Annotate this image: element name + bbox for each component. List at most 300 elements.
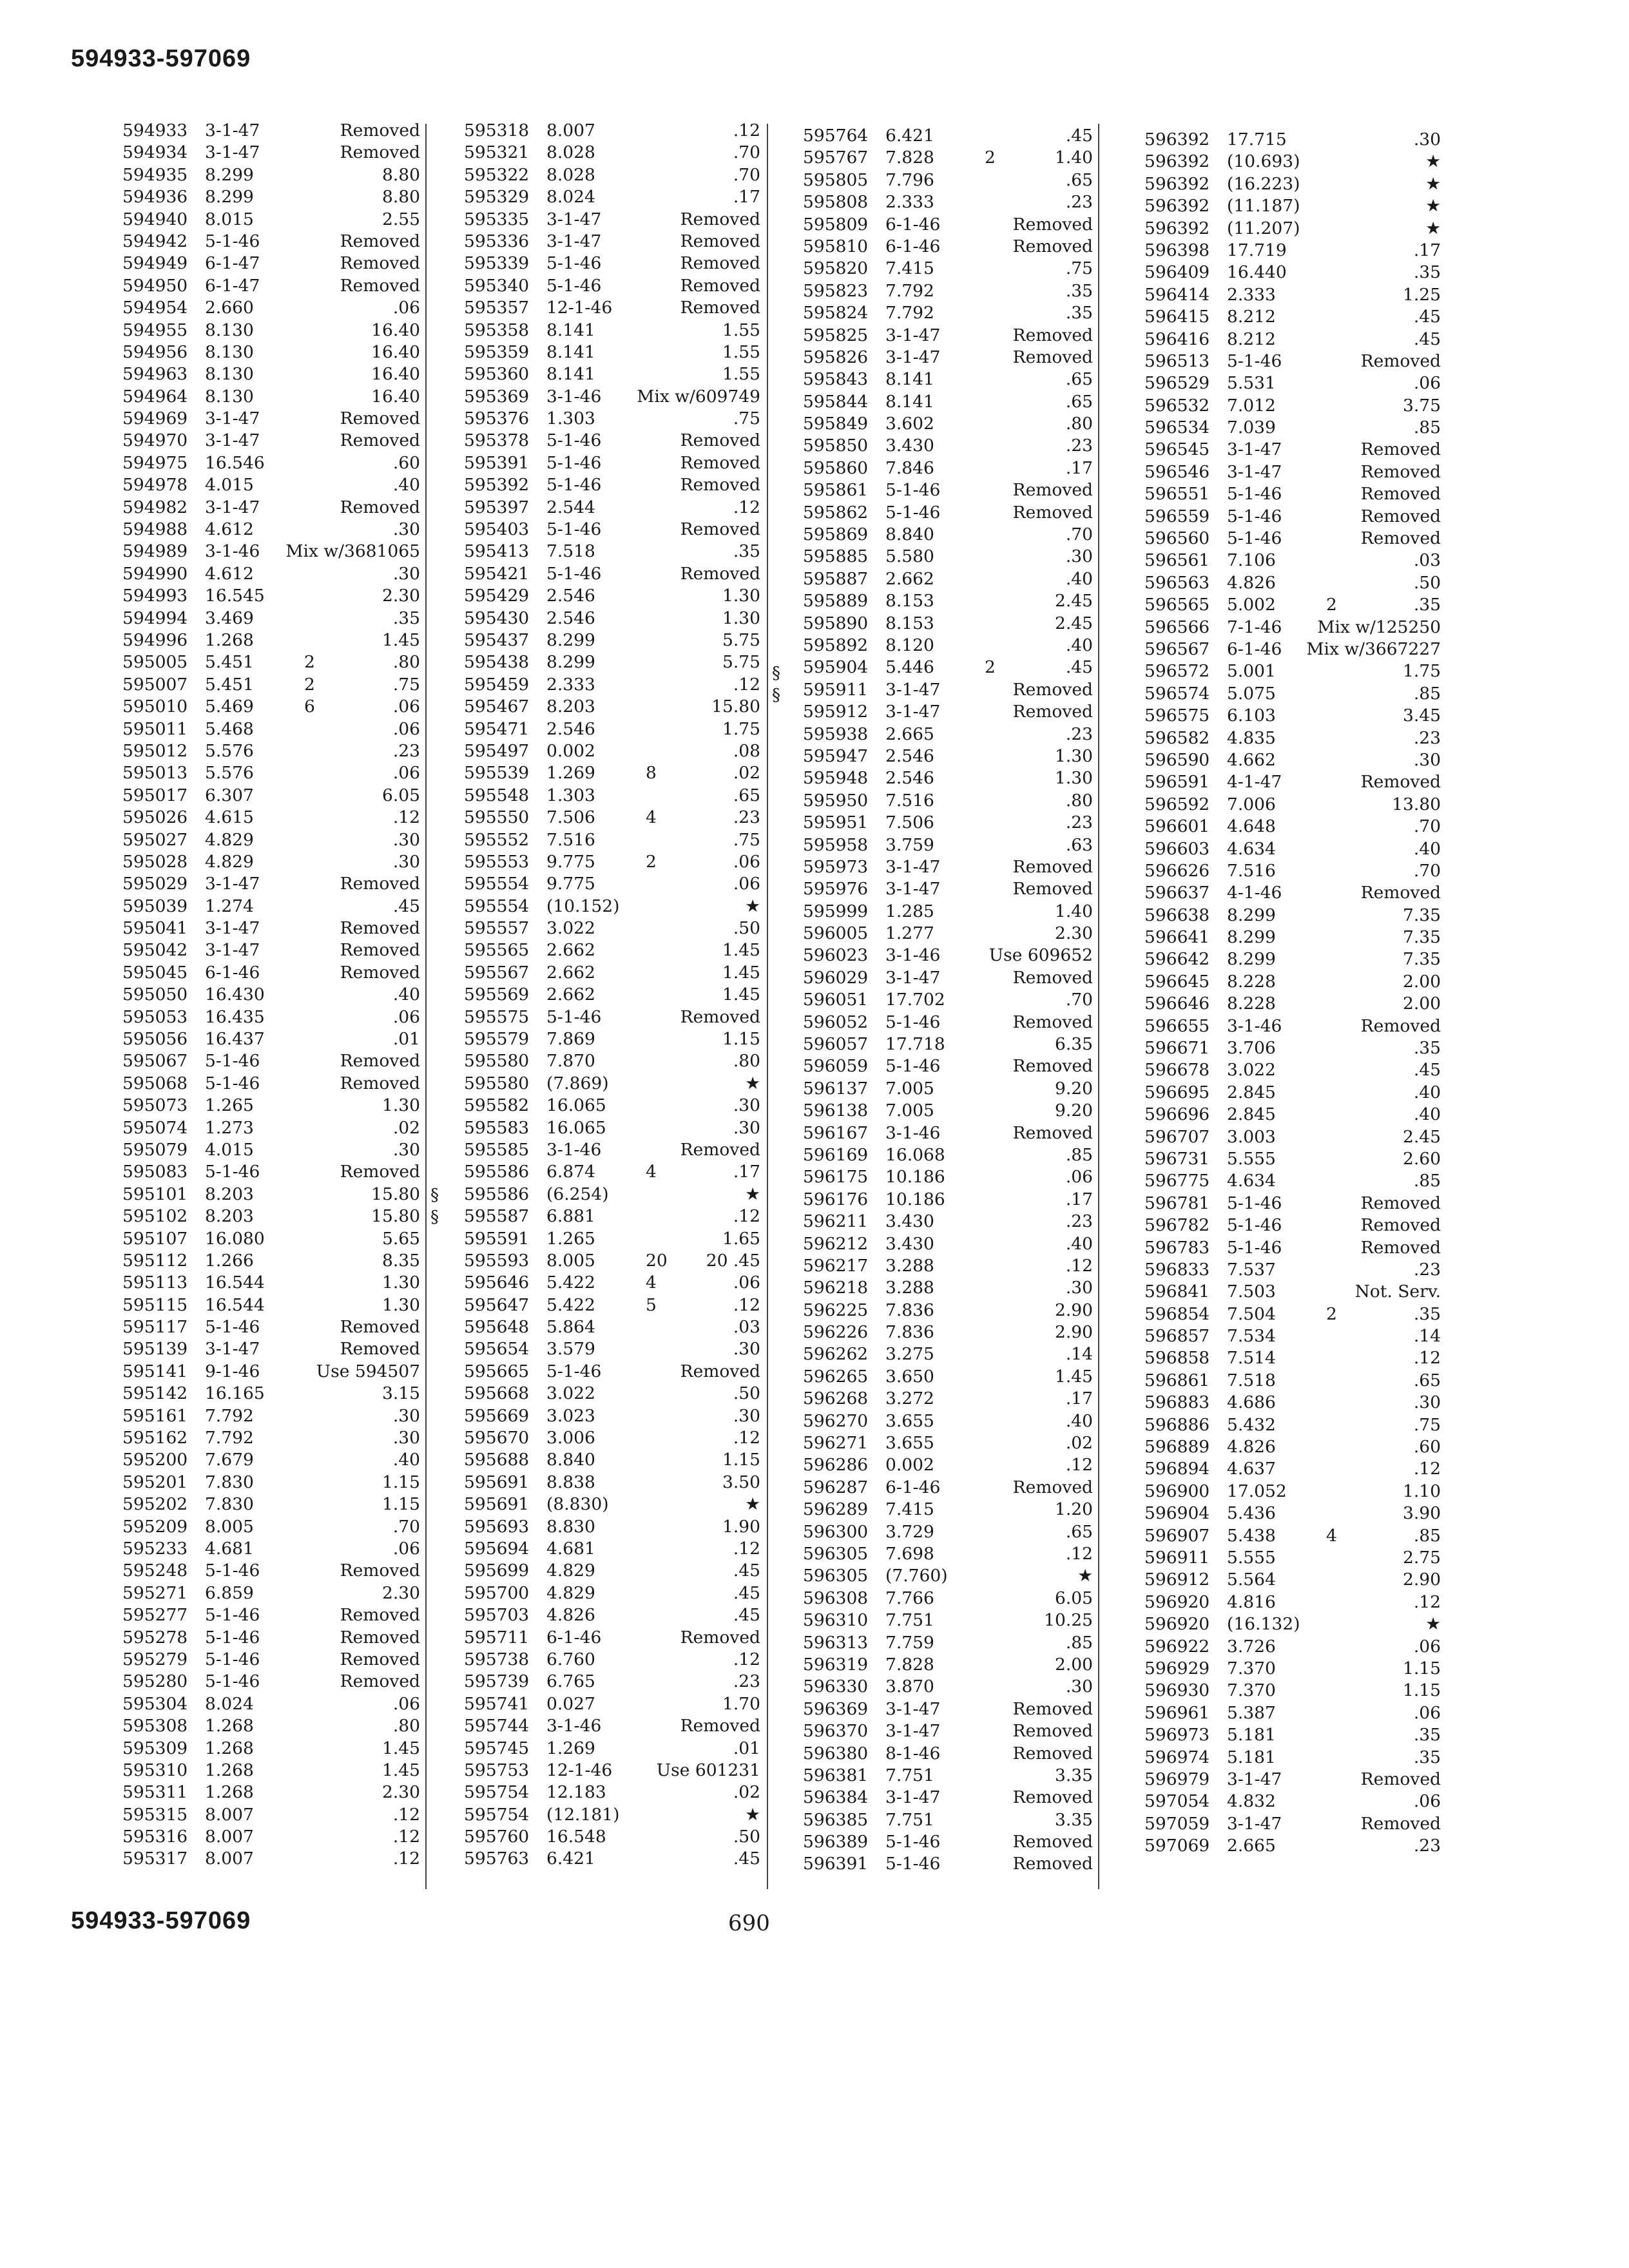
table-row: [464, 740, 760, 762]
table-row: [803, 147, 1093, 169]
table-row: [464, 1649, 760, 1671]
table-row: [464, 1760, 760, 1782]
price-or-date: 8.840: [546, 1450, 595, 1470]
price-or-date: 8.007: [205, 1849, 254, 1869]
price-or-date: 8.005: [205, 1516, 254, 1537]
price-or-date: 6.103: [1227, 706, 1276, 726]
part-number: 594996: [122, 629, 188, 650]
amount-or-status: 2.90: [1402, 1570, 1441, 1590]
price-or-date: 8.840: [885, 524, 934, 545]
price-or-date: 2.546: [546, 718, 595, 739]
price-or-date: 5-1-46: [546, 1361, 602, 1381]
price-or-date: 5-1-46: [205, 231, 260, 251]
amount-or-status: 3.15: [381, 1383, 420, 1404]
price-or-date: 7.516: [885, 790, 934, 811]
table-row: [1144, 372, 1441, 394]
price-or-date: 7.537: [1227, 1259, 1276, 1280]
amount-or-status: Removed: [340, 408, 420, 429]
part-number: 596218: [803, 1278, 869, 1298]
amount-or-status: Removed: [1360, 1237, 1441, 1258]
part-number: 595654: [464, 1339, 530, 1360]
amount-or-status: .30: [392, 519, 420, 540]
amount-or-status: Use 609652: [988, 945, 1093, 966]
amount-or-status: .03: [1413, 550, 1441, 571]
amount-or-status: .03: [733, 1317, 760, 1338]
table-row: [122, 1272, 420, 1294]
table-row: [1144, 1303, 1441, 1325]
price-or-date: 17.718: [885, 1034, 945, 1055]
amount-or-status: 13.80: [1392, 794, 1441, 814]
amount-or-status: .30: [392, 1139, 420, 1160]
price-or-date: 8.141: [885, 369, 934, 390]
table-row: [1144, 1702, 1441, 1724]
part-number: 596592: [1144, 794, 1210, 814]
amount-or-status: 7.35: [1402, 949, 1441, 970]
part-number: 595950: [803, 790, 869, 811]
table-row: [464, 452, 760, 474]
part-number: 594940: [122, 209, 188, 229]
amount-or-status: .12: [733, 674, 760, 695]
price-or-date: 7.370: [1227, 1680, 1276, 1701]
part-number: 597069: [1144, 1836, 1210, 1856]
table-row: [464, 1582, 760, 1604]
table-row: [1144, 528, 1441, 550]
quantity: 4: [1326, 1525, 1337, 1546]
table-row: [803, 989, 1093, 1011]
price-or-date: 7.516: [1227, 860, 1276, 881]
table-row: [464, 541, 760, 562]
part-number: 595083: [122, 1162, 188, 1182]
price-or-date: (10.693): [1227, 151, 1300, 172]
amount-or-status: Use 594507: [316, 1361, 420, 1381]
table-row: [122, 740, 420, 762]
price-or-date: (16.132): [1227, 1614, 1300, 1635]
part-number: 595999: [803, 901, 869, 921]
amount-or-status: 1.45: [722, 985, 760, 1005]
amount-or-status: 1.30: [381, 1294, 420, 1315]
part-number: 596974: [1144, 1747, 1210, 1767]
price-or-date: 12-1-46: [546, 1760, 613, 1780]
table-row: [803, 923, 1093, 945]
amount-or-status: .65: [1065, 369, 1093, 390]
amount-or-status: Removed: [1012, 1698, 1093, 1719]
part-number: 596391: [803, 1854, 869, 1874]
price-or-date: 16.545: [205, 586, 265, 606]
amount-or-status: Mix w/609749: [637, 386, 760, 407]
price-or-date: 5-1-46: [205, 1073, 260, 1093]
part-number: 596572: [1144, 661, 1210, 682]
price-or-date: 3-1-47: [205, 408, 260, 429]
price-or-date: 8.028: [546, 142, 595, 163]
amount-or-status: .80: [733, 1051, 760, 1072]
amount-or-status: .01: [733, 1738, 760, 1758]
part-number: 595013: [122, 763, 188, 783]
price-or-date: 4-1-47: [1227, 772, 1282, 793]
amount-or-status: 2.30: [381, 586, 420, 606]
amount-or-status: 2.30: [381, 1782, 420, 1803]
table-row: [803, 524, 1093, 546]
amount-or-status: .30: [392, 563, 420, 584]
table-row: [464, 1782, 760, 1803]
amount-or-status: Removed: [680, 430, 760, 451]
price-or-date: 7.506: [885, 812, 934, 833]
table-row: [1144, 794, 1441, 816]
amount-or-status: 16.40: [371, 364, 420, 385]
table-row: [122, 1427, 420, 1449]
price-or-date: 3-1-46: [1227, 1015, 1282, 1036]
part-number: 595760: [464, 1827, 530, 1847]
part-number: 594934: [122, 142, 188, 163]
table-row: [464, 430, 760, 452]
part-number: 594969: [122, 408, 188, 429]
table-row: [464, 209, 760, 231]
amount-or-status: .23: [1413, 1836, 1441, 1856]
table-row: [803, 1565, 1093, 1587]
price-or-date: 7.006: [1227, 794, 1276, 814]
table-row: [122, 1294, 420, 1316]
amount-or-status: 1.75: [722, 718, 760, 739]
part-number: 595669: [464, 1405, 530, 1426]
table-row: [464, 120, 760, 142]
amount-or-status: ★: [1425, 218, 1441, 238]
part-number: 595360: [464, 364, 530, 385]
price-or-date: 7.792: [205, 1428, 254, 1448]
part-number: 595357: [464, 298, 530, 318]
amount-or-status: .23: [1065, 436, 1093, 456]
table-row: [464, 1073, 760, 1095]
table-column-3: [803, 125, 1093, 1876]
price-or-date: 8.838: [546, 1472, 595, 1492]
price-or-date: 8.299: [546, 629, 595, 650]
part-number: 596305: [803, 1566, 869, 1586]
price-or-date: (8.830): [546, 1494, 609, 1515]
price-or-date: 8.120: [885, 635, 934, 655]
table-row: [803, 236, 1093, 258]
price-or-date: 5-1-46: [546, 1006, 602, 1027]
part-number: 595340: [464, 275, 530, 296]
price-or-date: 3.272: [885, 1389, 934, 1409]
part-number: 596775: [1144, 1171, 1210, 1191]
table-row: [122, 1804, 420, 1826]
price-or-date: 7.751: [885, 1809, 934, 1830]
table-row: [464, 563, 760, 585]
table-row: [803, 1676, 1093, 1698]
amount-or-status: .02: [1065, 1433, 1093, 1454]
price-or-date: 8.141: [546, 320, 595, 340]
table-row: [122, 253, 420, 274]
amount-or-status: Removed: [1012, 1056, 1093, 1077]
amount-or-status: .40: [1413, 838, 1441, 859]
price-or-date: 4.816: [1227, 1591, 1276, 1612]
part-number: 595315: [122, 1804, 188, 1825]
amount-or-status: Removed: [1360, 484, 1441, 505]
table-row: [464, 1206, 760, 1227]
price-or-date: 3-1-46: [546, 1716, 602, 1736]
part-number: 596513: [1144, 351, 1210, 371]
part-number: 595843: [803, 369, 869, 390]
table-row: [464, 231, 760, 253]
part-number: 595316: [122, 1827, 188, 1847]
price-or-date: 2.662: [546, 985, 595, 1005]
amount-or-status: .80: [392, 652, 420, 673]
amount-or-status: .40: [392, 475, 420, 495]
amount-or-status: 8.80: [381, 187, 420, 207]
amount-or-status: .30: [733, 1405, 760, 1426]
price-or-date: 5-1-46: [1227, 506, 1282, 526]
table-row: [122, 1184, 420, 1206]
amount-or-status: .45: [1413, 307, 1441, 327]
part-number: 595647: [464, 1294, 530, 1315]
part-number: 595421: [464, 563, 530, 584]
part-number: 595112: [122, 1250, 188, 1271]
table-row: [122, 962, 420, 984]
part-number: 595317: [122, 1849, 188, 1869]
part-number: 595553: [464, 851, 530, 872]
price-or-date: 3-1-47: [885, 967, 941, 988]
amount-or-status: Removed: [1012, 325, 1093, 345]
amount-or-status: 5.65: [381, 1228, 420, 1249]
part-number: 595304: [122, 1693, 188, 1714]
amount-or-status: .75: [733, 829, 760, 850]
amount-or-status: .65: [733, 785, 760, 805]
part-number: 596574: [1144, 683, 1210, 704]
amount-or-status: .12: [1065, 1544, 1093, 1564]
amount-or-status: .45: [733, 1605, 760, 1626]
part-number: 595691: [464, 1494, 530, 1515]
price-or-date: 8.130: [205, 386, 254, 407]
table-row: [122, 1117, 420, 1139]
part-number: 594954: [122, 298, 188, 318]
price-or-date: 3-1-47: [885, 879, 941, 899]
price-or-date: 0.027: [546, 1693, 595, 1714]
amount-or-status: .06: [392, 763, 420, 783]
part-number: 596854: [1144, 1303, 1210, 1324]
table-row: [464, 873, 760, 895]
price-or-date: 3-1-47: [205, 497, 260, 517]
table-row: [1144, 1170, 1441, 1192]
part-number: 595437: [464, 629, 530, 650]
price-or-date: 8.299: [1227, 949, 1276, 970]
table-row: [1144, 351, 1441, 372]
amount-or-status: .30: [1065, 1278, 1093, 1298]
part-number: 596265: [803, 1366, 869, 1387]
quantity: 2: [646, 851, 657, 872]
part-number: 595335: [464, 209, 530, 229]
part-number: 596912: [1144, 1570, 1210, 1590]
table-row: [122, 1715, 420, 1737]
part-number: 595162: [122, 1428, 188, 1448]
amount-or-status: .12: [1413, 1591, 1441, 1612]
amount-or-status: 2.00: [1054, 1654, 1093, 1675]
part-number: 595308: [122, 1716, 188, 1736]
part-number: 596920: [1144, 1591, 1210, 1612]
price-or-date: 0.002: [546, 740, 595, 761]
part-number: 595688: [464, 1450, 530, 1470]
price-or-date: 4.634: [1227, 838, 1276, 859]
part-number: 596023: [803, 945, 869, 966]
price-or-date: 3-1-47: [885, 1698, 941, 1719]
table-row: [1144, 1791, 1441, 1812]
price-or-date: 2.662: [546, 940, 595, 961]
part-number: 596637: [1144, 883, 1210, 903]
table-row: [464, 984, 760, 1006]
amount-or-status: .45: [1413, 329, 1441, 349]
table-row: [122, 320, 420, 341]
part-number: 596005: [803, 923, 869, 944]
price-or-date: 3-1-47: [205, 918, 260, 939]
table-row: [803, 479, 1093, 501]
price-or-date: 4.612: [205, 519, 254, 540]
price-or-date: 5.564: [1227, 1570, 1276, 1590]
section-mark: §: [430, 1186, 439, 1205]
table-row: [122, 430, 420, 452]
table-row: [122, 1095, 420, 1117]
amount-or-status: 1.20: [1054, 1499, 1093, 1520]
price-or-date: 4.637: [1227, 1459, 1276, 1479]
amount-or-status: Mix w/3681065: [285, 541, 420, 562]
price-or-date: 5.576: [205, 740, 254, 761]
price-or-date: 3.288: [885, 1278, 934, 1298]
price-or-date: 3-1-46: [546, 1139, 602, 1160]
amount-or-status: .30: [733, 1339, 760, 1360]
price-or-date: 12-1-46: [546, 298, 613, 318]
amount-or-status: .50: [733, 1383, 760, 1404]
price-or-date: 5.181: [1227, 1747, 1276, 1767]
part-number: 595074: [122, 1117, 188, 1138]
amount-or-status: .85: [1065, 1144, 1093, 1165]
table-row: [1144, 1613, 1441, 1635]
price-or-date: 3-1-47: [205, 142, 260, 163]
table-row: [122, 1028, 420, 1050]
amount-or-status: .70: [733, 164, 760, 185]
amount-or-status: Removed: [340, 940, 420, 961]
amount-or-status: Removed: [680, 209, 760, 229]
part-number: 596841: [1144, 1282, 1210, 1302]
table-row: [803, 568, 1093, 590]
part-number: 595497: [464, 740, 530, 761]
price-or-date: 16.548: [546, 1827, 606, 1847]
price-or-date: 5.001: [1227, 661, 1276, 682]
price-or-date: 5-1-46: [1227, 1237, 1282, 1258]
part-number: 595912: [803, 702, 869, 722]
price-or-date: 16.440: [1227, 262, 1287, 283]
part-number: 596057: [803, 1034, 869, 1055]
amount-or-status: 9.20: [1054, 1078, 1093, 1099]
part-number: 595378: [464, 430, 530, 451]
price-or-date: 1.285: [885, 901, 934, 921]
column-divider: [425, 124, 427, 1889]
table-row: [464, 1715, 760, 1737]
price-or-date: 3-1-47: [885, 679, 941, 700]
price-or-date: 2.546: [546, 608, 595, 628]
price-or-date: 4.829: [205, 851, 254, 872]
amount-or-status: Removed: [340, 1605, 420, 1626]
price-or-date: 1.265: [546, 1228, 595, 1249]
part-number: 596929: [1144, 1658, 1210, 1678]
amount-or-status: .35: [1413, 1303, 1441, 1324]
price-or-date: 5-1-46: [546, 430, 602, 451]
amount-or-status: 2.00: [1402, 971, 1441, 992]
part-number: 595012: [122, 740, 188, 761]
price-or-date: 2.546: [546, 586, 595, 606]
table-row: [803, 325, 1093, 347]
amount-or-status: Removed: [1360, 461, 1441, 482]
amount-or-status: Removed: [680, 275, 760, 296]
part-number: 595579: [464, 1029, 530, 1050]
table-row: [122, 1472, 420, 1494]
part-number: 595869: [803, 524, 869, 545]
table-row: [1144, 860, 1441, 882]
price-or-date: 7.518: [546, 541, 595, 562]
price-or-date: 3-1-47: [1227, 461, 1282, 482]
price-or-date: 5.436: [1227, 1503, 1276, 1524]
amount-or-status: .12: [392, 807, 420, 828]
part-number: 596211: [803, 1211, 869, 1232]
table-row: [122, 873, 420, 895]
price-or-date: (11.187): [1227, 196, 1300, 216]
amount-or-status: Use 601231: [656, 1760, 760, 1780]
part-number: 596392: [1144, 151, 1210, 172]
table-row: [1144, 506, 1441, 528]
part-number: 595567: [464, 962, 530, 983]
part-number: 595580: [464, 1051, 530, 1072]
amount-or-status: 1.40: [1054, 148, 1093, 168]
table-row: [122, 939, 420, 961]
price-or-date: 5.002: [1227, 595, 1276, 615]
table-row: [122, 1516, 420, 1538]
table-row: [464, 1338, 760, 1360]
table-row: [803, 745, 1093, 767]
table-row: [464, 608, 760, 629]
price-or-date: 3-1-46: [205, 541, 260, 562]
table-row: [803, 258, 1093, 280]
price-or-date: 8.228: [1227, 971, 1276, 992]
part-number: 596575: [1144, 706, 1210, 726]
amount-or-status: .06: [392, 697, 420, 717]
part-number: 596551: [1144, 484, 1210, 505]
amount-or-status: .65: [1413, 1370, 1441, 1390]
table-row: [122, 1760, 420, 1782]
amount-or-status: Removed: [340, 1051, 420, 1072]
amount-or-status: .17: [1065, 1189, 1093, 1209]
amount-or-status: 1.30: [381, 1273, 420, 1293]
amount-or-status: .06: [1065, 1167, 1093, 1187]
price-or-date: 8.203: [205, 1184, 254, 1204]
part-number: 597059: [1144, 1813, 1210, 1834]
amount-or-status: .40: [1065, 635, 1093, 655]
part-number: 596696: [1144, 1104, 1210, 1125]
price-or-date: 7.828: [885, 148, 934, 168]
table-row: [803, 767, 1093, 789]
amount-or-status: 2.90: [1054, 1322, 1093, 1343]
amount-or-status: .65: [1065, 391, 1093, 412]
amount-or-status: .06: [733, 874, 760, 894]
table-row: [1144, 417, 1441, 439]
price-or-date: 3.275: [885, 1344, 934, 1365]
part-number: 596268: [803, 1389, 869, 1409]
table-row: [1144, 262, 1441, 284]
price-or-date: 8.015: [205, 209, 254, 229]
price-or-date: 1.268: [205, 1760, 254, 1780]
price-or-date: 5-1-46: [205, 1627, 260, 1648]
amount-or-status: .02: [733, 763, 760, 783]
part-number: 595430: [464, 608, 530, 628]
amount-or-status: Removed: [340, 1162, 420, 1182]
part-number: 596559: [1144, 506, 1210, 526]
price-or-date: 5-1-46: [546, 563, 602, 584]
part-number: 595739: [464, 1671, 530, 1692]
amount-or-status: Not. Serv.: [1354, 1282, 1441, 1302]
